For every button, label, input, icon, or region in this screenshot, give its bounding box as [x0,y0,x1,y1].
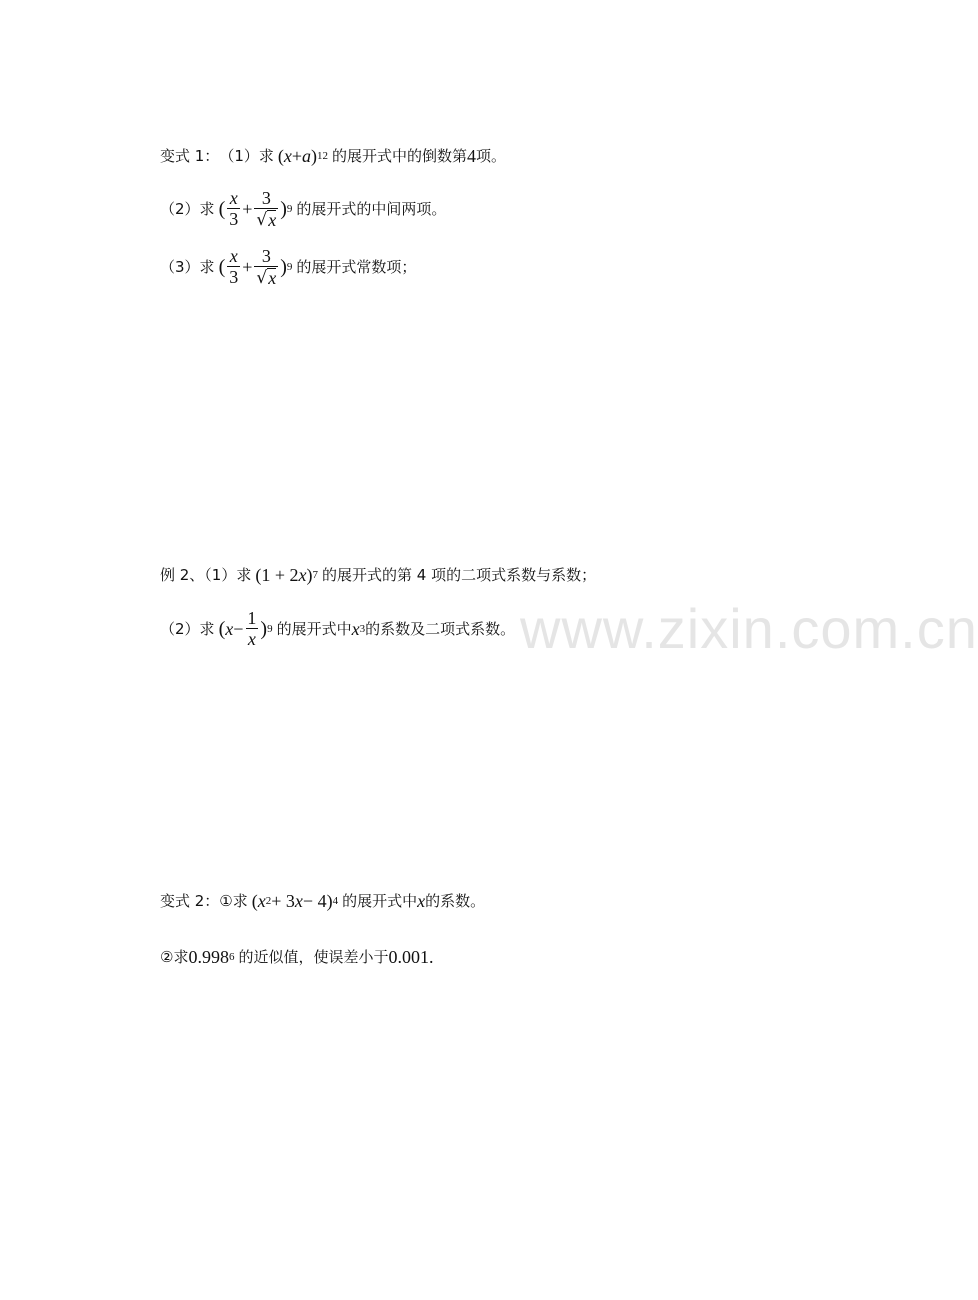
example2-label: 例 2、（1） [160,566,237,584]
variant1-part2: （2） 求 ( $\frac{x}{3}$ + 3 √ x ) 9 的展开式的中间两项。 [160,188,447,230]
fraction-3-over-sqrt-x: 3 √ x [256,246,277,288]
variant2-label: 变式 2：①求 [160,892,248,910]
sqrt-icon: √ [256,210,268,230]
fraction-3-over-sqrt-x: 3 √ x [256,188,277,230]
fraction-1-over-x: $\frac{1}{x}$ [247,608,257,649]
example2-part2: （2） 求 ( x − $\frac{1}{x}$ ) 9 的展开式中 x 3 的系数及二项式系数。 [160,608,516,649]
variant1-part1: 变式 1： （1） 求 ( x + a ) 12 的展开式中的倒数第 4 项。 [160,146,507,166]
variant2-part1: 变式 2：①求 ( x 2 + 3 x − 4 ) 4 的展开式中 x 的系数。 [160,891,486,911]
variant1-part3: （3） 求 ( $\frac{x}{3}$ + 3 √ x ) 9 的展开式常数项； [160,246,417,288]
variant2-part2: ②求 0.998 6 的近似值，使误差小于 0.001 . [160,947,434,967]
fraction-x-over-3: $\frac{x}{3}$ [229,246,239,287]
example2-part1: 例 2、（1） 求 (1 + 2 x ) 7 的展开式的第 4 项的二项式系数与系数； [160,565,597,585]
sqrt-icon: √ [256,268,268,288]
fraction-x-over-3: $\frac{x}{3}$ [229,188,239,229]
watermark: www.zixin.com.cn [520,597,978,660]
variant1-label: 变式 1： [160,147,220,165]
